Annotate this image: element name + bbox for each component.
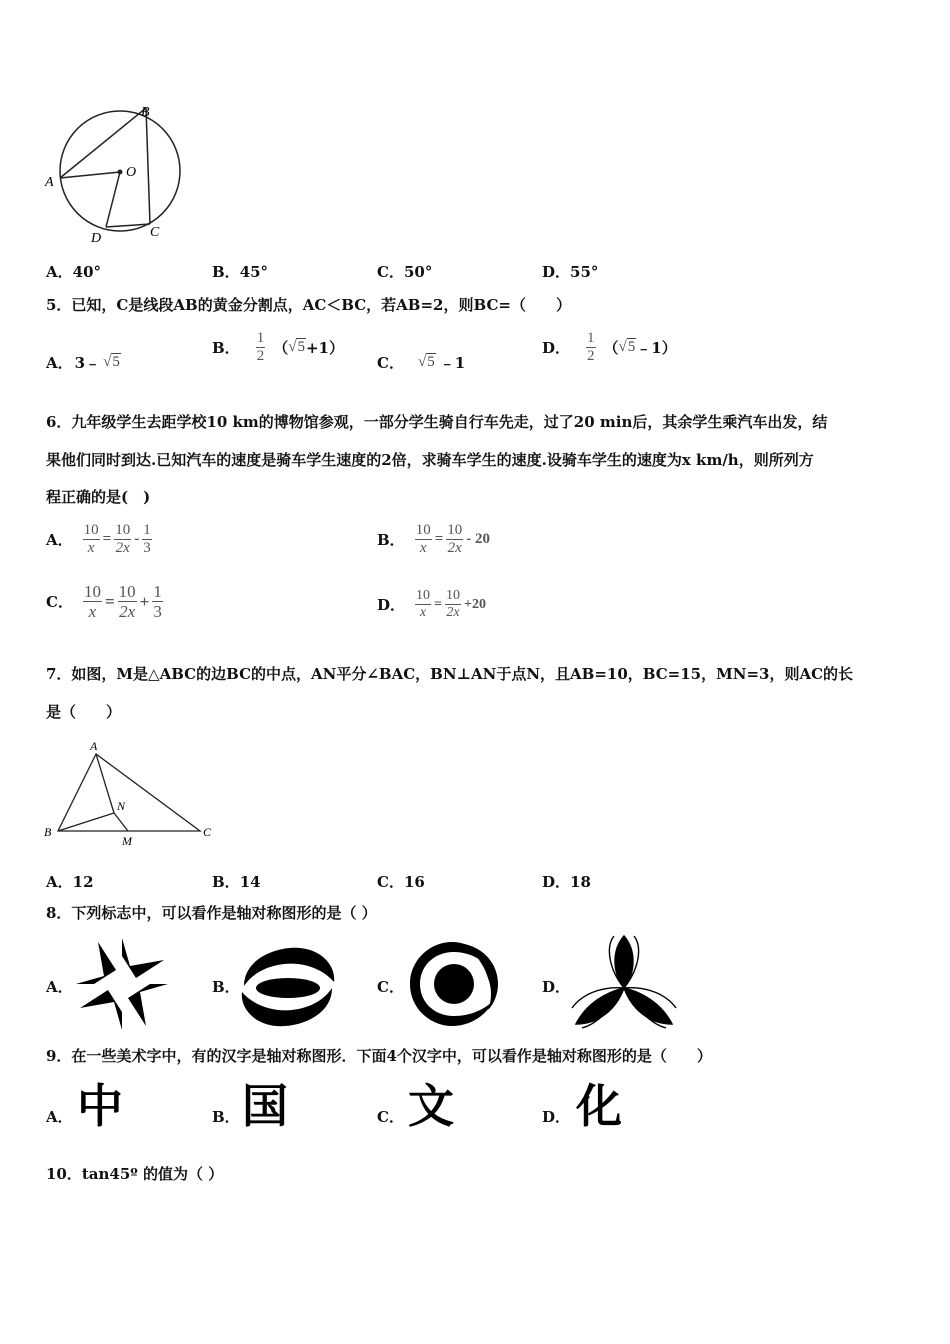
q9-char-wen: 文 — [408, 1079, 454, 1133]
equals-sign: = — [434, 531, 444, 547]
q7-stem-line-2: 是（ ） — [46, 703, 122, 721]
option-text: 50° — [403, 263, 433, 281]
radicand: 5 — [427, 354, 435, 370]
denominator: x — [419, 605, 427, 620]
operator: - — [134, 531, 140, 547]
q8-option-b-letter[interactable]: B． — [212, 978, 240, 996]
option-letter: B． — [377, 531, 405, 549]
equals-sign: = — [434, 596, 442, 612]
label-b: B — [44, 825, 52, 839]
numerator: 10 — [447, 522, 463, 538]
q7-stem-line-1: 7．如图，M是△ABC的边BC的中点，AN平分∠BAC，BN⊥AN于点N，且AB=10，BC=15，MN=3，则AC的长 — [46, 665, 854, 683]
option-letter: D． — [377, 596, 406, 614]
fraction — [83, 522, 100, 557]
denominator: 2x — [119, 602, 136, 621]
q7-option-c[interactable] — [377, 871, 425, 892]
label-a: A — [90, 739, 98, 753]
option-text: 45° — [239, 263, 269, 281]
equation — [415, 522, 490, 557]
option-letter: A． — [46, 873, 73, 891]
q6-option-c[interactable] — [46, 582, 163, 621]
fraction — [118, 582, 137, 621]
q5-option-d[interactable] — [542, 330, 677, 365]
fraction — [114, 522, 131, 557]
expr-suffix: ﹣1 — [439, 354, 466, 372]
numerator: 10 — [118, 582, 136, 601]
denominator: x — [88, 602, 97, 621]
fraction — [446, 522, 463, 557]
denominator: 2x — [446, 605, 460, 620]
q6-option-d[interactable] — [377, 588, 486, 621]
denominator: 2x — [447, 540, 462, 556]
label-c: C — [203, 825, 212, 839]
label-d: D — [91, 231, 102, 246]
numerator: 1 — [587, 330, 595, 346]
numerator: 1 — [143, 522, 151, 538]
numerator: 1 — [153, 582, 162, 601]
radicand: 5 — [112, 354, 120, 370]
segment-an — [96, 754, 114, 813]
radius-ao — [60, 172, 120, 178]
q5-option-c[interactable] — [377, 352, 465, 373]
q6-stem-line-2: 果他们同时到达.已知汽车的速度是骑车学生速度的2倍，求骑车学生的速度.设骑车学生的速度为x km/h，则所列方 — [46, 451, 814, 469]
q9-char-guo: 国 — [242, 1079, 288, 1133]
radius-od — [106, 172, 120, 227]
fraction — [152, 582, 163, 621]
option-text: 12 — [72, 873, 94, 891]
label-a: A — [45, 175, 54, 190]
option-text: 40° — [72, 263, 102, 281]
option-letter: C． — [377, 873, 404, 891]
denominator: 2x — [115, 540, 130, 556]
q4-circle-figure — [40, 100, 200, 250]
option-letter: A． — [46, 531, 73, 549]
option-letter: C． — [377, 354, 404, 372]
q8-option-d-letter[interactable]: D． — [542, 978, 571, 996]
segment-nm — [114, 813, 128, 831]
paren-open: （ — [273, 339, 289, 357]
fraction — [586, 330, 596, 365]
q7-option-a[interactable] — [46, 871, 94, 892]
q5-option-a[interactable] — [46, 352, 121, 373]
q9-option-b-letter[interactable]: B． — [212, 1108, 240, 1126]
fraction — [142, 522, 152, 557]
option-letter: A． — [46, 263, 73, 281]
option-text: 18 — [570, 873, 591, 891]
option-letter: B． — [212, 263, 240, 281]
q4-option-b[interactable] — [212, 261, 268, 282]
option-text: 55° — [570, 263, 599, 281]
center-point — [118, 170, 123, 175]
denominator: 2 — [587, 348, 595, 364]
option-letter: D． — [542, 339, 571, 357]
q9-stem: 9．在一些美术字中，有的汉字是轴对称图形．下面4个汉字中，可以看作是轴对称图形的是（ ） — [46, 1047, 712, 1065]
q4-option-c[interactable] — [377, 261, 432, 282]
four-star-logo-icon — [74, 936, 170, 1032]
q6-stem-line-3: 程正确的是( ) — [46, 488, 151, 506]
q9-option-d-letter[interactable]: D． — [542, 1108, 571, 1126]
triangle-abc — [58, 754, 200, 831]
q5-stem: 5．已知，C是线段AB的黄金分割点，AC＜BC，若AB=2，则BC=（ ） — [46, 296, 571, 314]
label-o: O — [126, 165, 137, 180]
option-text: 16 — [403, 873, 425, 891]
numerator: 10 — [83, 582, 101, 601]
q4-option-a[interactable] — [46, 261, 101, 282]
q4-option-d[interactable] — [542, 261, 598, 282]
option-letter: C． — [377, 263, 404, 281]
label-m: M — [122, 834, 132, 848]
sqrt-expr: √5 — [288, 339, 305, 355]
q9-char-zhong: 中 — [77, 1079, 123, 1133]
segment-bn — [58, 813, 114, 831]
paren-open: （ — [603, 339, 619, 357]
q10-stem: 10．tan45º 的值为（ ） — [46, 1165, 224, 1183]
q6-option-a[interactable] — [46, 522, 152, 557]
denominator: x — [87, 540, 95, 556]
fraction — [415, 588, 431, 621]
expr-prefix: 3﹣ — [74, 354, 101, 372]
equation — [83, 522, 152, 557]
q9-option-c-letter[interactable]: C． — [377, 1108, 404, 1126]
expr-tail: - 20 — [466, 531, 490, 547]
q6-option-b[interactable] — [377, 522, 490, 557]
expr-suffix: +1） — [305, 339, 344, 357]
denominator: x — [419, 540, 427, 556]
numerator: 1 — [256, 330, 265, 346]
operator: + — [139, 591, 150, 611]
option-letter: A． — [46, 354, 73, 372]
option-letter: D． — [542, 263, 571, 281]
q7-option-b[interactable] — [212, 871, 261, 892]
q7-triangle-figure — [40, 736, 225, 851]
option-letter: C． — [46, 593, 73, 611]
equals-sign: = — [102, 531, 112, 547]
radicand: 5 — [297, 339, 305, 355]
equation — [415, 588, 486, 621]
expr-tail: +20 — [464, 596, 486, 612]
split-ring-logo-icon — [238, 942, 338, 1032]
eye-swirl-logo-icon — [404, 936, 500, 1032]
label-c: C — [150, 225, 160, 240]
label-b: B — [141, 105, 150, 120]
equals-sign: = — [104, 591, 115, 611]
q7-option-d[interactable] — [542, 871, 591, 892]
q6-stem-line-1: 6．九年级学生去距学校10 km的博物馆参观，一部分学生骑自行车先走，过了20 min后，其余学生乘汽车出发，结 — [46, 413, 828, 431]
fraction — [445, 588, 461, 621]
fraction — [256, 330, 266, 365]
option-letter: D． — [542, 873, 571, 891]
numerator: 10 — [415, 522, 431, 538]
numerator: 10 — [416, 588, 431, 603]
fraction — [83, 582, 102, 621]
label-n: N — [117, 799, 126, 813]
three-petal-logo-icon — [568, 932, 680, 1032]
equation — [83, 582, 163, 621]
numerator: 10 — [446, 588, 460, 603]
q8-stem: 8．下列标志中，可以看作是轴对称图形的是（ ） — [46, 904, 377, 922]
sqrt-expr: √5 — [618, 339, 636, 355]
sqrt-expr: √5 — [103, 354, 120, 370]
denominator: 3 — [153, 602, 162, 621]
denominator: 2 — [256, 348, 265, 364]
sqrt-expr: √5 — [417, 354, 435, 370]
q9-char-hua: 化 — [576, 1079, 622, 1133]
chord-bc — [146, 108, 150, 224]
fraction — [415, 522, 432, 557]
expr-suffix: ﹣1） — [636, 339, 677, 357]
numerator: 10 — [83, 522, 99, 538]
numerator: 10 — [115, 522, 131, 538]
q8-option-c-letter[interactable]: C． — [377, 978, 404, 996]
radicand: 5 — [627, 339, 636, 355]
q8-option-a-letter[interactable]: A． — [46, 978, 73, 996]
option-letter: B． — [212, 339, 240, 357]
denominator: 3 — [143, 540, 151, 556]
option-letter: B． — [212, 873, 240, 891]
option-text: 14 — [239, 873, 261, 891]
q5-option-b[interactable] — [212, 330, 344, 365]
q9-option-a-letter[interactable]: A． — [46, 1108, 73, 1126]
